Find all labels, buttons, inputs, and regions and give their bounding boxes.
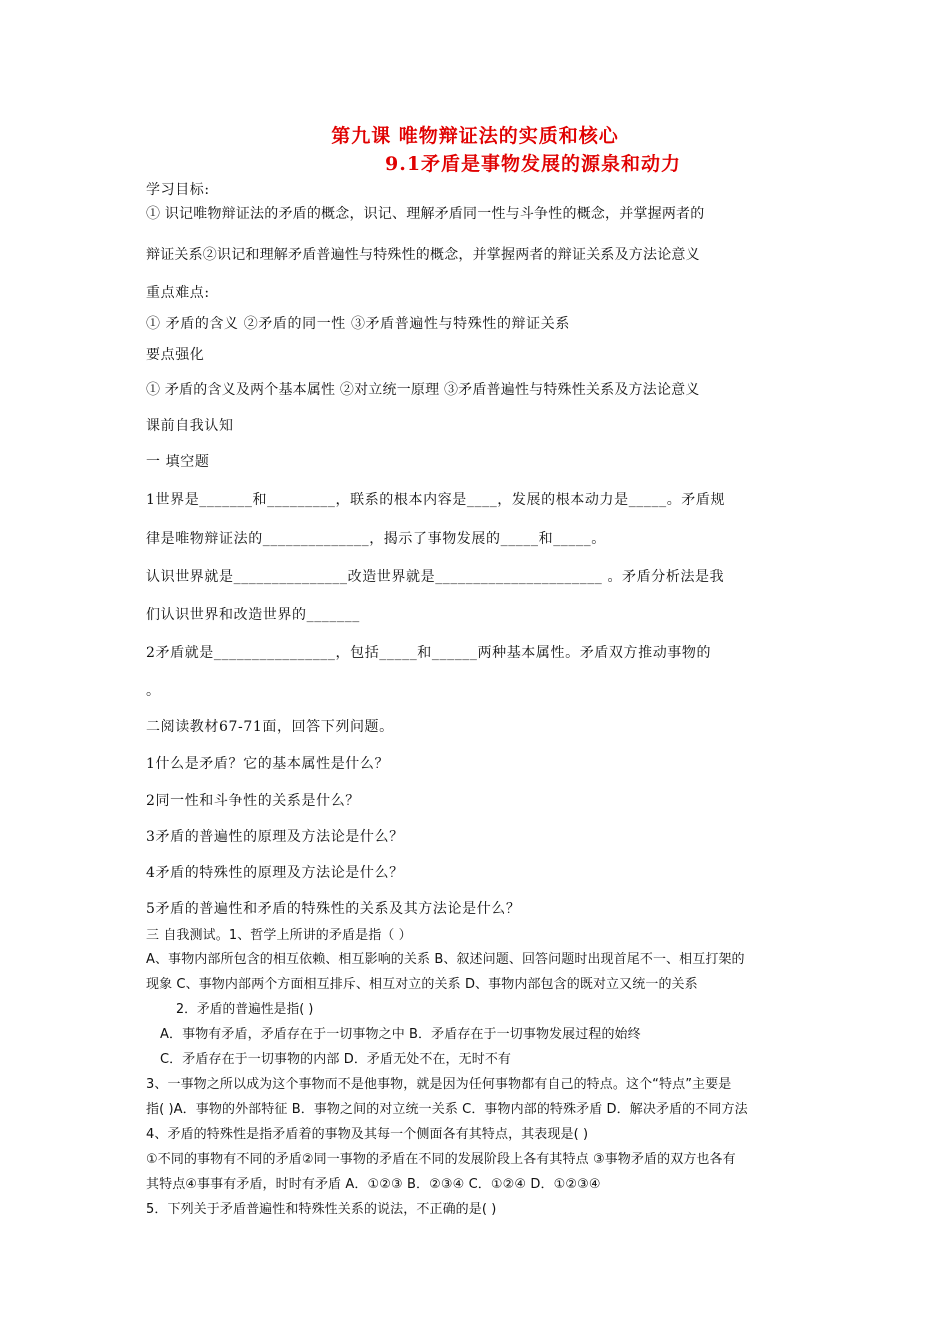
fill-blank-line-5: 2矛盾就是________________，包括_____和______两种基本属性。矛盾双方推动事物的 <box>146 645 712 661</box>
fill-blank-line-6: 。 <box>146 683 161 699</box>
self-test-q1-line-2: 现象 C、事物内部两个方面相互排斥、相互对立的关系 D、事物内部包含的既对立又统一的关系 <box>146 977 698 992</box>
pre-class-heading: 课前自我认知 <box>146 418 234 434</box>
self-test-heading: 三 自我测试。1、哲学上所讲的矛盾是指（ ） <box>146 928 412 943</box>
self-test-q3-line-2: 指( )A．事物的外部特征 B．事物之间的对立统一关系 C．事物内部的特殊矛盾 D．解决矛盾的不同方法 <box>146 1102 748 1117</box>
self-test-q4-line-1: ①不同的事物有不同的矛盾②同一事物的矛盾在不同的发展阶段上各有其特点 ③事物矛盾的双方也各有 <box>146 1152 736 1167</box>
self-test-q4-line-2: 其特点④事事有矛盾，时时有矛盾 A．①②③ B．②③④ C．①②④ D．①②③④ <box>146 1177 601 1192</box>
self-test-q2-options-ab: A．事物有矛盾，矛盾存在于一切事物之中 B．矛盾存在于一切事物发展过程的始终 <box>160 1027 641 1042</box>
reading-question-3: 3矛盾的普遍性的原理及方法论是什么？ <box>146 829 404 845</box>
self-test-q2: 2．矛盾的普遍性是指( ) <box>176 1002 314 1017</box>
fill-blank-line-4: 们认识世界和改造世界的_______ <box>146 607 360 623</box>
goals-line-1: ① 识记唯物辩证法的矛盾的概念，识记、理解矛盾同一性与斗争性的概念，并掌握两者的 <box>146 206 705 222</box>
self-test-q1-line-1: A、事物内部所包含的相互依赖、相互影响的关系 B、叙述问题、回答问题时出现首尾不一、相互打架的 <box>146 952 745 967</box>
reading-heading: 二阅读教材67-71面，回答下列问题。 <box>146 719 394 735</box>
emphasis-items: ① 矛盾的含义及两个基本属性 ②对立统一原理 ③矛盾普遍性与特殊性关系及方法论意义 <box>146 382 700 398</box>
fill-blank-line-1: 1世界是_______和_________，联系的根本内容是____，发展的根本动力是_____。矛盾规 <box>146 492 726 508</box>
lesson-title: 第九课 唯物辩证法的实质和核心 <box>331 125 619 147</box>
reading-question-2: 2同一性和斗争性的关系是什么？ <box>146 793 360 809</box>
reading-question-5: 5矛盾的普遍性和矛盾的特殊性的关系及其方法论是什么？ <box>146 901 521 917</box>
key-points-items: ① 矛盾的含义 ②矛盾的同一性 ③矛盾普遍性与特殊性的辩证关系 <box>146 316 570 332</box>
reading-question-1: 1什么是矛盾？它的基本属性是什么？ <box>146 756 390 772</box>
fill-blank-line-3: 认识世界就是_______________改造世界就是______________________ 。矛盾分析法是我 <box>146 569 725 585</box>
self-test-q3-line-1: 3、一事物之所以成为这个事物而不是他事物，就是因为任何事物都有自己的特点。这个“特点”主要是 <box>146 1077 732 1092</box>
goals-heading: 学习目标: <box>146 182 210 198</box>
section-title: 9.1矛盾是事物发展的源泉和动力 <box>385 153 682 175</box>
fill-blank-heading: 一 填空题 <box>146 454 210 470</box>
goals-line-2: 辩证关系②识记和理解矛盾普遍性与特殊性的概念，并掌握两者的辩证关系及方法论意义 <box>146 247 700 263</box>
reading-question-4: 4矛盾的特殊性的原理及方法论是什么？ <box>146 865 404 881</box>
emphasis-heading: 要点强化 <box>146 347 205 363</box>
self-test-q2-options-cd: C．矛盾存在于一切事物的内部 D．矛盾无处不在，无时不有 <box>160 1052 512 1067</box>
self-test-q4: 4、矛盾的特殊性是指矛盾着的事物及其每一个侧面各有其特点，其表现是( ) <box>146 1127 589 1142</box>
self-test-q5: 5．下列关于矛盾普遍性和特殊性关系的说法，不正确的是( ) <box>146 1202 497 1217</box>
fill-blank-line-2: 律是唯物辩证法的______________，揭示了事物发展的_____和_____。 <box>146 531 606 547</box>
key-points-heading: 重点难点: <box>146 285 210 301</box>
